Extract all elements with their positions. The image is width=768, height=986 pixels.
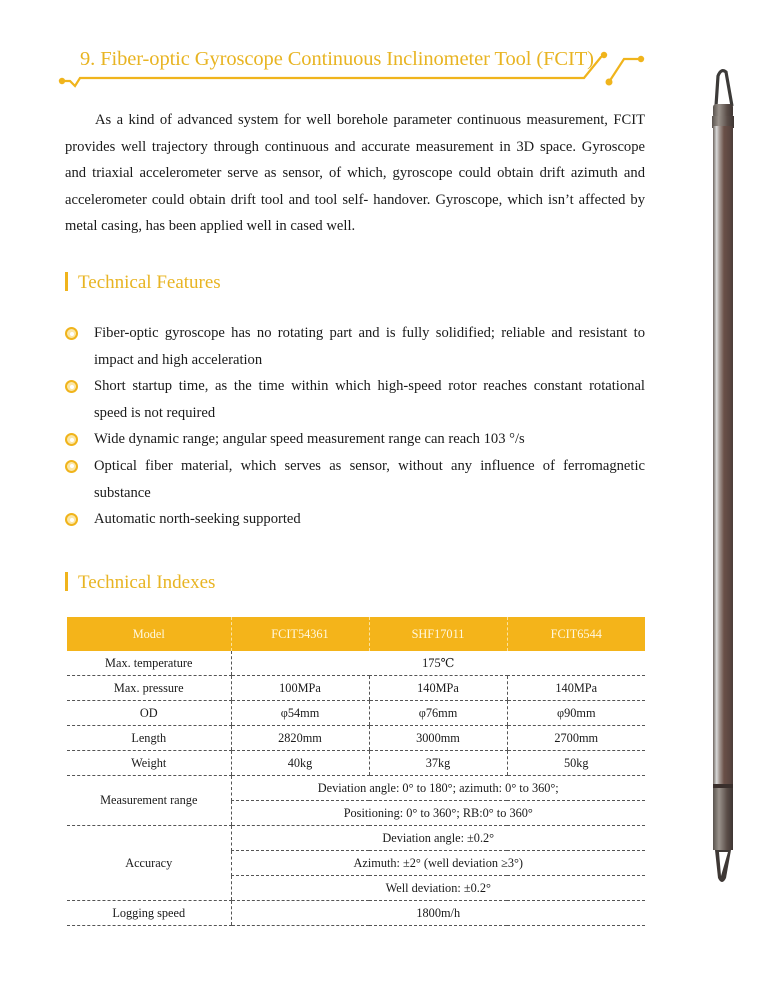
section-heading-features — [65, 272, 221, 294]
max-temperature-value: 175℃ — [231, 651, 645, 676]
tool-body — [713, 126, 733, 786]
row-label-weight: Weight — [67, 751, 231, 776]
header-cell-shf17011: SHF17011 — [369, 617, 507, 651]
table-row — [67, 751, 645, 776]
table-cell: 140MPa — [369, 676, 507, 701]
logging-speed-value: 1800m/h — [231, 901, 645, 926]
measurement-range-line: Deviation angle: 0° to 180°; azimuth: 0° to 360°; — [231, 776, 645, 801]
accuracy-line: Azimuth: ±2° (well deviation ≥3°) — [231, 851, 645, 876]
table-cell: 37kg — [369, 751, 507, 776]
row-label-max-pressure: Max. pressure — [67, 676, 231, 701]
table-row — [67, 651, 645, 676]
features-list — [63, 320, 645, 533]
top-collar — [713, 104, 733, 118]
section-heading-indexes — [65, 572, 215, 594]
row-label-length: Length — [67, 726, 231, 751]
row-label-od: OD — [67, 701, 231, 726]
header-cell-fcit6544: FCIT6544 — [507, 617, 645, 651]
heading-bar-icon — [65, 572, 68, 591]
table-cell: φ76mm — [369, 701, 507, 726]
table-cell: φ54mm — [231, 701, 369, 726]
heading-bar-icon — [65, 272, 68, 291]
header-cell-fcit54361: FCIT54361 — [231, 617, 369, 651]
row-label-logging-speed: Logging speed — [67, 901, 231, 926]
table-row — [67, 701, 645, 726]
row-label-accuracy: Accuracy — [67, 826, 231, 901]
table-cell: 2820mm — [231, 726, 369, 751]
page-title: 9. Fiber-optic Gyroscope Continuous Inclinometer Tool (FCIT) — [80, 48, 594, 70]
feature-text: Fiber-optic gyroscope has no rotating part and is fully solidified; reliable and resistant to impact and high acceleration — [94, 325, 645, 368]
table-cell: 140MPa — [507, 676, 645, 701]
page-title-banner — [54, 40, 654, 90]
table-row — [67, 776, 645, 801]
table-cell: 50kg — [507, 751, 645, 776]
bullet-ring-icon — [65, 380, 78, 393]
bullet-ring-icon — [65, 433, 78, 446]
list-item — [63, 506, 645, 533]
technical-indexes-table — [67, 617, 645, 926]
table-cell: 2700mm — [507, 726, 645, 751]
row-label-measurement-range: Measurement range — [67, 776, 231, 826]
list-item — [63, 426, 645, 453]
bottom-collar — [713, 788, 733, 850]
table-cell: 40kg — [231, 751, 369, 776]
header-cell-model: Model — [67, 617, 231, 651]
table-row — [67, 726, 645, 751]
row-label-max-temperature: Max. temperature — [67, 651, 231, 676]
top-bail-loop-icon — [716, 71, 732, 106]
table-cell: 100MPa — [231, 676, 369, 701]
accuracy-line: Well deviation: ±0.2° — [231, 876, 645, 901]
indexes-heading-text: Technical Indexes — [78, 572, 216, 593]
bullet-ring-icon — [65, 460, 78, 473]
table-row — [67, 901, 645, 926]
feature-text: Wide dynamic range; angular speed measurement range can reach 103 °/s — [94, 431, 525, 448]
accuracy-line: Deviation angle: ±0.2° — [231, 826, 645, 851]
intro-text: As a kind of advanced system for well borehole parameter continuous measurement, FCIT provides well trajectory through continuous and accurate measurement in 3D space. Gyroscope and triaxial accelerometer serve as sensor, of which, gyroscope could obtain drift azimuth and accelerometer could obtain drift tool and tool self- handover. Gyroscope, which isn’t affected by metal casing, has been applied well in cased well. — [65, 112, 645, 235]
measurement-range-line: Positioning: 0° to 360°; RB:0° to 360° — [231, 801, 645, 826]
bullet-ring-icon — [65, 327, 78, 340]
list-item — [63, 320, 645, 373]
table-cell: φ90mm — [507, 701, 645, 726]
list-item — [63, 453, 645, 506]
table-cell: 3000mm — [369, 726, 507, 751]
table-row — [67, 676, 645, 701]
feature-text: Optical fiber material, which serves as sensor, without any influence of ferromagnetic substance — [94, 457, 645, 501]
features-heading-text: Technical Features — [78, 272, 221, 293]
table-row — [67, 826, 645, 851]
bullet-ring-icon — [65, 513, 78, 526]
feature-text: Short startup time, as the time within which high-speed rotor reaches constant rotational speed is not required — [94, 378, 645, 421]
intro-paragraph — [65, 107, 645, 240]
list-item — [63, 373, 645, 426]
feature-text: Automatic north-seeking supported — [94, 511, 301, 528]
inclinometer-tool-image — [704, 66, 740, 888]
table-header-row — [67, 617, 645, 651]
